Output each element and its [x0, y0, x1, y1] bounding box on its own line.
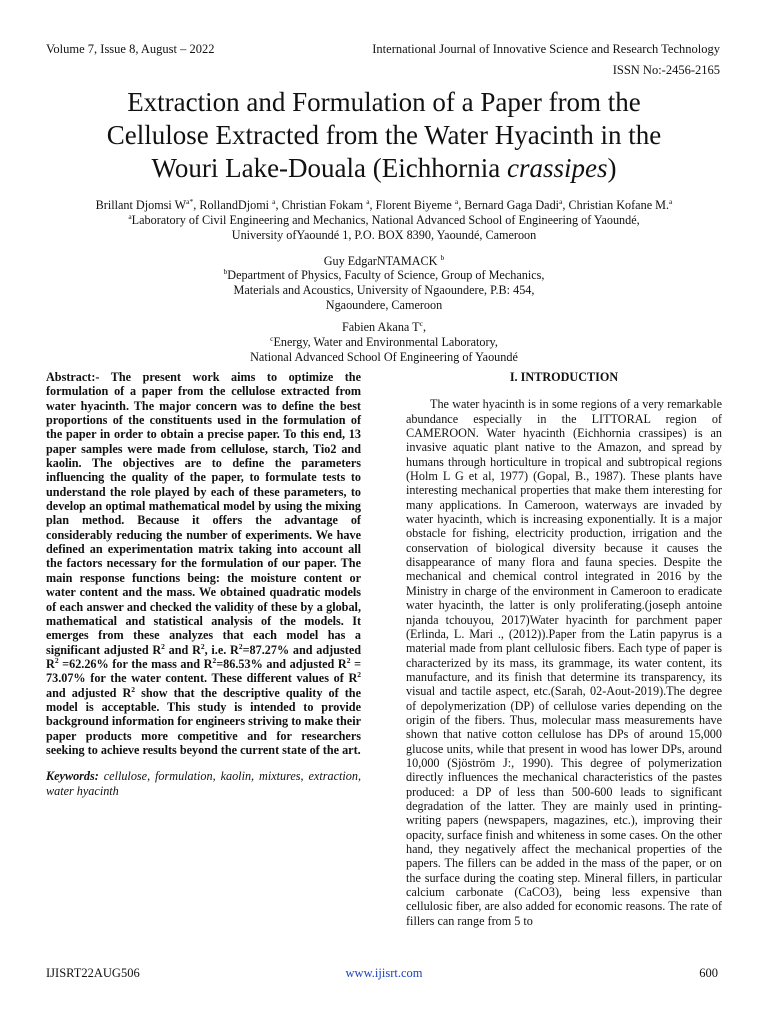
introduction-column: [406, 370, 722, 928]
paper-code: IJISRT22AUG506: [46, 966, 140, 980]
page-number: 600: [699, 966, 718, 980]
journal-url-link[interactable]: www.ijisrt.com: [345, 966, 423, 980]
author-affiliation-mark: a: [669, 197, 673, 206]
author-affiliation-mark: a: [559, 197, 563, 206]
author-affiliation-mark: a: [454, 197, 459, 206]
author-name: , RollandDjomi: [193, 198, 273, 213]
issn: ISSN No:-2456-2165: [612, 63, 720, 77]
author-name: Brillant Djomsi W: [95, 198, 187, 213]
keywords: Keywords: cellulose, formulation, kaolin, mixtures, extraction, water hyacinth: [46, 769, 361, 798]
author-name: , Florent Biyeme: [369, 198, 455, 213]
section-heading: I. INTRODUCTION: [509, 370, 619, 384]
author-name: , Christian Kofane M.: [562, 198, 670, 213]
volume-issue: Volume 7, Issue 8, August – 2022: [46, 42, 215, 56]
journal-name: International Journal of Innovative Science and Research Technology: [372, 42, 720, 56]
affiliation-c: $^c$Energy, Water and Environmental Laboratory, National Advanced School Of Engineering of Yaoundé: [250, 334, 518, 365]
abstract-column: [46, 370, 361, 798]
author-name: , Christian Fokam: [275, 198, 367, 213]
author-affiliation-mark: a*: [186, 197, 194, 206]
author-b: Guy EdgarNTAMACK $^b$: [323, 253, 445, 269]
author-affiliation-mark: a: [272, 197, 276, 206]
author-c: Fabien Akana $T^c$,: [341, 319, 426, 335]
affiliation-b: $^b$Department of Physics, Faculty of Science, Group of Mechanics, Materials and Acoustics, University of Ngaoundere, P.B: 454, Ngaoundere, Cameroon: [223, 267, 545, 313]
affiliation-a: $^a$Laboratory of Civil Engineering and Mechanics, National Advanced School of Engineering of Yaoundé, University ofYaoundé 1, P.O. BOX 8390, Yaoundé, Cameroon: [128, 212, 640, 243]
abstract: Abstract:- The present work aims to optimize the formulation of a paper from the cellulose extracted from water hyacinth. The major concern was to define the best proportions of the constituents used in the formulation of the paper in order to obtain a precise paper. To this end, 13 paper samples were made from cellulose, starch, Tio2 and kaolin. The objectives are to define the parameters influencing the quality of the paper, to formulate tests to understand the role played by each of these parameters, to develop an optimal mathematical model by using the mixing plan method. Because it offers the advantage of considerably reducing the number of experiments. We have defined an experimentation matrix taking into account all the factors necessary for the formulation of our paper. The main response functions being: the moisture content or water content and the mass. We obtained quadratic models of each answer and checked the validity of these by a global, mathematical and statistical analysis of the models. It emerges from these analyzes that each model has a significant adjusted $R^2$ and $R^2$, i.e. $R^2=87.27\%$ and adjusted $R^2 =62.26\%$ for the mass and $R^2=86.53\%$ and adjusted $R^2 = 73.07\%$ for the water content. These different values of $R^2$ and adjusted $R^2$ show that the descriptive quality of the model is acceptable. This study is intended to provide background information for engineers striving to make their paper products more competitive and for researchers seeking to achieve results beyond the current state of the art.: [46, 370, 362, 757]
paper-title: Extraction and Formulation of a Paper from the Cellulose Extracted from the Water Hyacinth in the Wouri Lake-Douala (Eichhornia crassipes): [106, 87, 662, 183]
introduction-text: The water hyacinth is in some regions of a very remarkable abundance especially in the LITTORAL region of CAMEROON. Water hyacinth (Eichhornia crassipes) is an invasive aquatic plant native to the Amazon, and spread by humans through horticulture in tropical and subtropical regions (Holm L G et al, 1977) (Gopal, B., 1987). These plants have interesting mechanical properties that make them interesting for many applications. In Cameroon, waterways are invaded by water hyacinth, which is increasing exponentially. It is a major obstacle for fishing, electricity production, irrigation and the conservation of biological diversity because it causes the disappearance of many flora and fauna species. Despite the mechanical and chemical control integrated in 2016 by the Ministry in charge of the environment in Cameroon to eradicate water hyacinth, the latter is only proliferating.(joseph antoine njanda tchouyou, 2017)Water hyacinth for parchment paper (Erlinda, L. Mari ., (2012)).Paper from the Latin papyrus is a material made from plant cellulosic fibers. Each type of paper is characterized by its mass, its grammage, its water content, its manufacture, and its finish that determine its transparency, its visual and tactile aspect, etc.(Sarah, 02-Aout-2019).The degree of depolymerization (DP) of cellulose varies depending on the origin of the fibers. Thus, molecular mass measurements have shown that native cotton cellulose has DPs of around 15,000 glucose units, while that present in wood has lower DPs, around 10,000 (Sjöström J:, 1990). This degree of polymerization directly influences the mechanical characteristics of the pastes produced: a DP of less than 500-600 leads to significant degradation of the latter. They are mainly used in printing-writing papers (newspapers, magazines, etc.), improving their opacity, surface finish and whiteness in some cases. On the other hand, they negatively affect the mechanical properties of the papers. The fillers can be added in the mass of the paper, or on the surface during the coating step. Mineral fillers, in particular calcium carbonate (CaCO3), being less expensive than cellulosic fiber, are also added for economic reasons. The rate of fillers can range from 5 to: [406, 397, 722, 928]
author-name: , Bernard Gaga Dadi: [458, 198, 560, 213]
author-affiliation-mark: a: [366, 197, 370, 206]
